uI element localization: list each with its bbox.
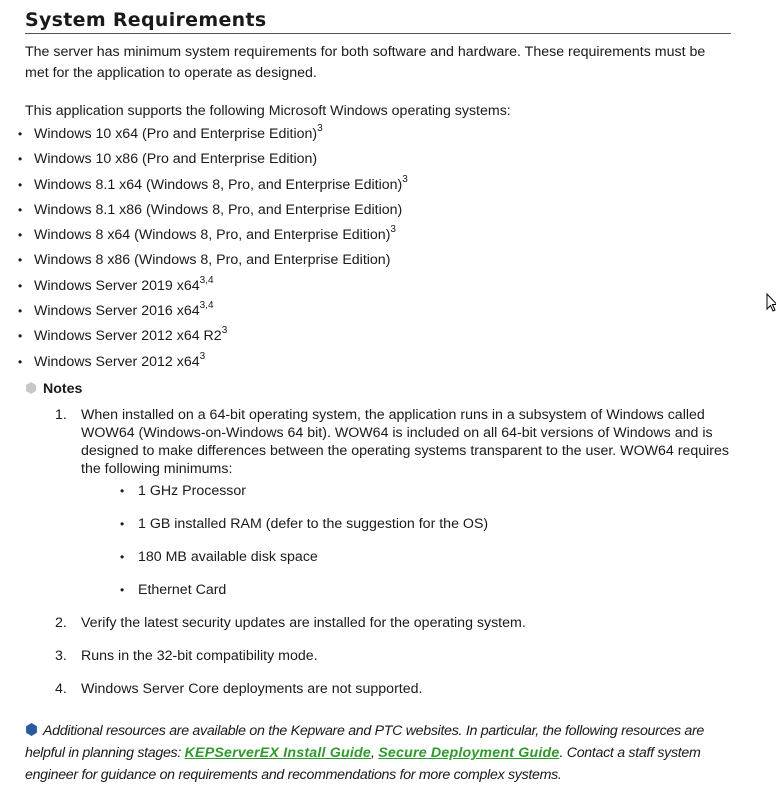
bullet: •	[18, 228, 23, 243]
bullet: •	[18, 278, 23, 293]
mouse-cursor-icon	[766, 293, 776, 313]
os-list-item: • Windows 8 x64 (Windows 8, Pro, and Enterprise Edition)$^3$	[25, 223, 731, 248]
os-list-item: • Windows 8.1 x64 (Windows 8, Pro, and Enterprise Edition)$^3$	[25, 173, 731, 198]
bullet: •	[18, 329, 23, 344]
os-lead-paragraph: This application supports the following Microsoft Windows operating systems:	[25, 103, 511, 119]
intro-paragraph: The server has minimum system requirements for both software and hardware. These requirements must be met for the application to operate as designed.	[25, 44, 706, 81]
os-list-item: • Windows Server 2012 x64 $R2^3$	[25, 324, 731, 349]
notes-hexagon-icon	[25, 382, 37, 394]
os-list-item: • Windows 10 x64 (Pro and Enterprise Edition)$^3$	[25, 122, 731, 147]
kepserverex-install-guide-link[interactable]: KEPServerEX Install Guide	[184, 745, 371, 761]
note-text: Runs in the 32-bit compatibility mode.	[81, 647, 318, 664]
info-hexagon-icon	[25, 723, 38, 736]
notes-list	[25, 406, 731, 698]
minimum-item: • Ethernet Card	[120, 581, 227, 598]
os-list-item: • Windows Server 2016 x64$^{3,4}$	[25, 299, 731, 324]
secure-deployment-guide-link[interactable]: Secure Deployment Guide	[378, 745, 560, 761]
bullet: •	[18, 152, 23, 167]
note-item	[25, 406, 731, 599]
bullet: •	[18, 202, 23, 217]
bullet: •	[18, 177, 23, 192]
notes-heading: Notes	[43, 380, 83, 397]
bullet: •	[18, 127, 23, 141]
notes-toggle[interactable]	[25, 378, 731, 400]
os-list-item: • Windows Server 2012 $x64^3$	[25, 350, 731, 375]
os-list-item: • Windows Server 2019 x64$^{3,4}$	[25, 274, 731, 299]
bullet: •	[18, 253, 23, 268]
bullet: •	[120, 483, 125, 498]
note-text: Windows Server Core deployments are not supported.	[81, 680, 423, 697]
bullet: •	[120, 582, 125, 597]
minimum-item: • 1 GB installed RAM (defer to the suggestion for the OS)	[120, 515, 489, 532]
os-list	[18, 122, 731, 375]
minimums-list	[81, 482, 731, 599]
bullet: •	[120, 516, 125, 531]
bullet: •	[18, 354, 23, 369]
note-text: Verify the latest security updates are installed for the operating system.	[81, 614, 526, 631]
note-number: 2.	[55, 614, 67, 631]
note-text: When installed on a 64-bit operating system, the application runs in a subsystem of Windows called WOW64 (Windows-on-Windows 64 bit). WOW64 is included on all 64-bit versions of Windows and is designed to make differences between the operating systems transparent to the user. WOW64 requires the following minimums:	[81, 406, 729, 477]
page-title: System Requirements	[25, 0, 731, 34]
bullet: •	[18, 304, 23, 319]
note-item	[25, 647, 731, 665]
note-item	[25, 614, 731, 632]
minimum-item: • 180 MB available disk space	[120, 548, 318, 565]
os-list-item: • Windows 8.1 x86 (Windows 8, Pro, and Enterprise Edition)	[25, 198, 731, 223]
note-number: 3.	[55, 647, 67, 664]
note-number: 4.	[55, 680, 67, 697]
note-number: 1.	[55, 406, 67, 423]
os-list-item: • Windows 10 x86 (Pro and Enterprise Edition)	[25, 147, 731, 172]
minimum-item: • 1 GHz Processor	[120, 482, 247, 499]
note-item	[25, 680, 731, 698]
document-page	[18, 0, 731, 713]
additional-resources-note: Additional resources are available on the Kepware and PTC websites. In particular, the following resources are helpful in planning stages: KEPServerEX Install Guide, Secure Deployment Guide. Contact a staff system engineer for guidance on requirements and recommendations for more complex systems.	[25, 723, 704, 783]
bullet: •	[120, 549, 125, 564]
os-list-item: • Windows 8 x86 (Windows 8, Pro, and Enterprise Edition)	[25, 248, 731, 273]
